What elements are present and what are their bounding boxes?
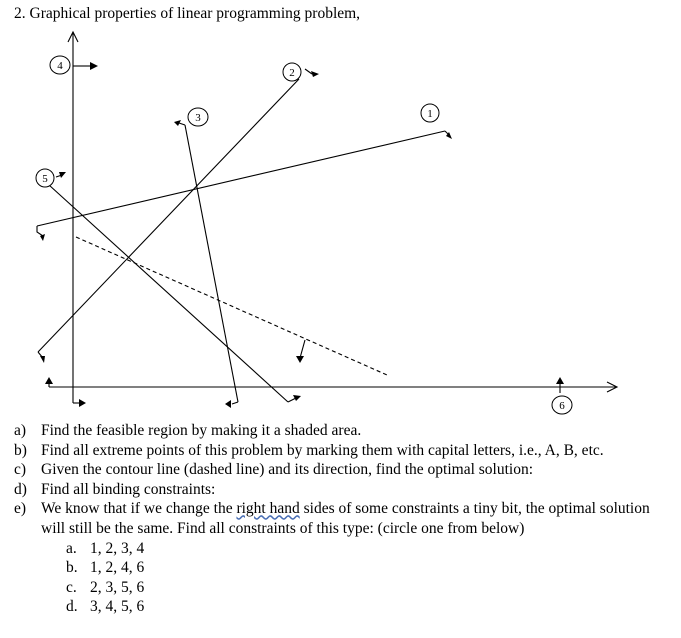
constraint-5-hook — [288, 398, 296, 402]
constraint-3-direction-arrow — [179, 123, 185, 125]
arrowhead-3-bottom — [225, 400, 231, 408]
constraint-line-1 — [37, 131, 445, 226]
constraint-2-direction-arrow — [305, 69, 312, 74]
arrowhead-5 — [59, 172, 66, 178]
option-label: a. — [66, 539, 77, 557]
arrowhead-2-left — [40, 356, 45, 363]
question-text: Find all binding constraints: — [41, 480, 216, 498]
answer-option-b[interactable] — [14, 558, 674, 578]
option-label: d. — [66, 598, 78, 616]
constraint-1-left-hook — [37, 226, 43, 236]
answer-option-a[interactable] — [14, 539, 674, 559]
arrowhead-5-bottom — [293, 395, 301, 401]
question-text: Find all extreme points of this problem by marking them with capital letters, i.e., A, B, etc. — [41, 441, 604, 459]
question-label: d) — [14, 480, 27, 498]
contour-direction-arrow — [300, 340, 305, 358]
question-text-after: sides of some constraints a tiny bit, the optimal solution will still be the same. Find all constraints of this type: (circle one from below) — [41, 500, 650, 537]
question-text: Given the contour line (dashed line) and its direction, find the optimal solution: — [41, 461, 534, 479]
option-label: c. — [66, 578, 77, 596]
question-text: Find the feasible region by making it a shaded area. — [41, 422, 362, 439]
question-label: a) — [14, 422, 27, 439]
option-text: 2, 3, 5, 6 — [90, 578, 145, 596]
question-e — [14, 499, 674, 538]
question-c — [14, 460, 674, 480]
question-a — [14, 421, 674, 441]
spellcheck-underlined-phrase: right hand — [236, 500, 300, 518]
arrowhead-6 — [556, 377, 564, 384]
arrowhead-x-start — [45, 377, 53, 384]
question-text-before: We know that if we change the — [41, 500, 237, 518]
constraint-label-1-text: 1 — [427, 108, 433, 120]
question-list — [14, 421, 674, 617]
arrowhead-4 — [90, 62, 98, 70]
question-title: 2. Graphical properties of linear programming problem, — [14, 5, 361, 22]
arrowhead-contour — [296, 356, 304, 363]
constraint-label-2-text: 2 — [289, 67, 295, 79]
constraint-3-hook — [232, 402, 238, 404]
arrowhead-y-base — [79, 399, 86, 407]
constraint-line-3 — [185, 125, 238, 402]
constraint-label-3-text: 3 — [195, 112, 201, 124]
constraint-label-5-text: 5 — [42, 173, 48, 185]
question-d — [14, 480, 674, 500]
answer-option-d[interactable] — [14, 597, 674, 617]
constraint-label-6-text: 6 — [559, 400, 565, 412]
question-label: c) — [14, 461, 27, 479]
option-text: 1, 2, 4, 6 — [90, 559, 145, 577]
answer-option-c[interactable] — [14, 578, 674, 598]
option-text: 3, 4, 5, 6 — [90, 598, 145, 616]
constraint-line-2 — [38, 79, 299, 352]
option-text: 1, 2, 3, 4 — [90, 539, 145, 557]
question-label: b) — [14, 441, 27, 459]
constraint-label-4-text: 4 — [57, 60, 63, 72]
option-label: b. — [66, 559, 78, 577]
question-label: e) — [14, 500, 27, 518]
arrowhead-2 — [311, 71, 319, 77]
question-b — [14, 441, 674, 461]
contour-dashed-line — [76, 237, 387, 375]
constraint-line-5 — [49, 185, 288, 402]
